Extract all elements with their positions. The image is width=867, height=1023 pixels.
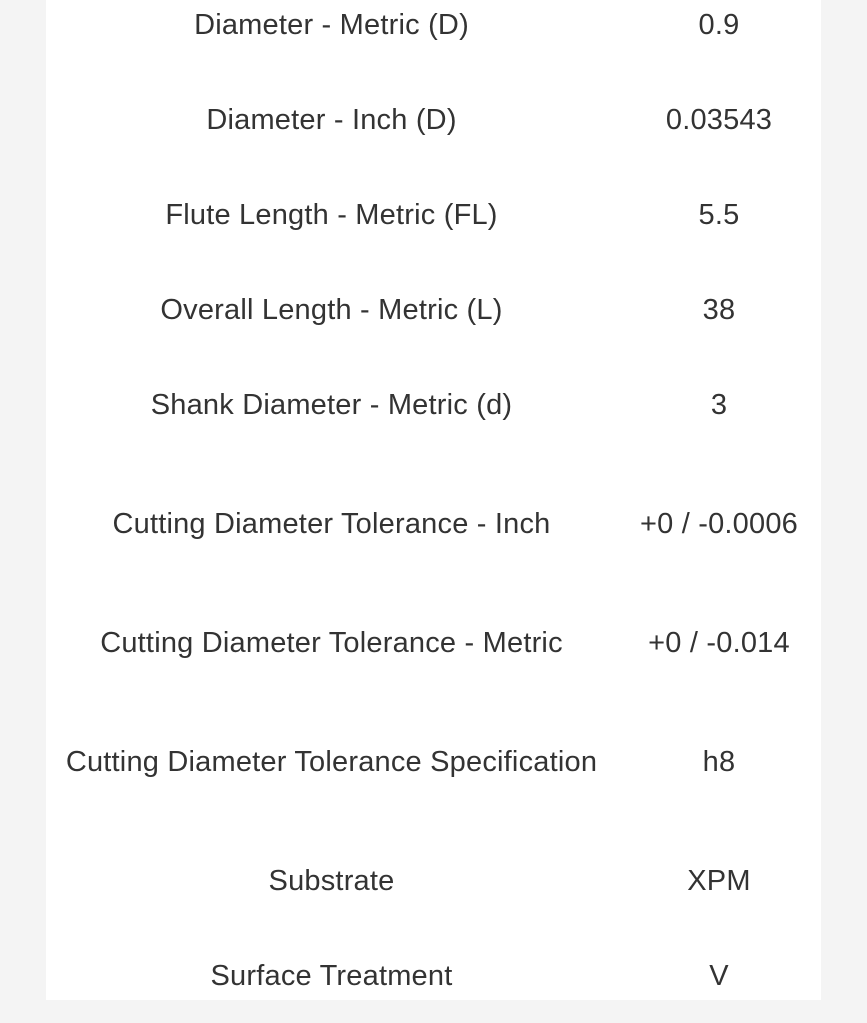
spec-value: V bbox=[709, 959, 729, 992]
spec-label: Cutting Diameter Tolerance - Inch bbox=[112, 507, 551, 540]
spec-value: XPM bbox=[687, 864, 751, 897]
table-row bbox=[46, 167, 821, 262]
spec-label: Diameter - Metric (D) bbox=[194, 8, 469, 41]
spec-label: Diameter - Inch (D) bbox=[206, 103, 457, 136]
spec-label: Cutting Diameter Tolerance - Metric bbox=[100, 626, 563, 659]
spec-label: Overall Length - Metric (L) bbox=[160, 293, 503, 326]
spec-value: 3 bbox=[710, 388, 728, 421]
spec-value: 0.03543 bbox=[665, 103, 773, 136]
table-row bbox=[46, 833, 821, 928]
table-row bbox=[46, 262, 821, 357]
spec-value: 38 bbox=[702, 293, 736, 326]
table-row bbox=[46, 928, 821, 1023]
table-row bbox=[46, 0, 821, 72]
spec-label: Substrate bbox=[268, 864, 395, 897]
spec-value: +0 / -0.014 bbox=[648, 626, 790, 659]
spec-label: Cutting Diameter Tolerance Specification bbox=[65, 745, 598, 778]
specifications-table bbox=[46, 0, 821, 1023]
spec-value: 5.5 bbox=[698, 198, 740, 231]
specifications-panel bbox=[46, 0, 821, 1000]
spec-value: h8 bbox=[702, 745, 736, 778]
spec-label: Flute Length - Metric (FL) bbox=[165, 198, 498, 231]
table-row bbox=[46, 452, 821, 595]
spec-label: Shank Diameter - Metric (d) bbox=[150, 388, 513, 421]
table-row bbox=[46, 595, 821, 690]
spec-label: Surface Treatment bbox=[210, 959, 453, 992]
table-row bbox=[46, 72, 821, 167]
table-row bbox=[46, 357, 821, 452]
table-row bbox=[46, 690, 821, 833]
spec-value: 0.9 bbox=[698, 8, 740, 41]
spec-value: +0 / -0.0006 bbox=[640, 507, 798, 540]
